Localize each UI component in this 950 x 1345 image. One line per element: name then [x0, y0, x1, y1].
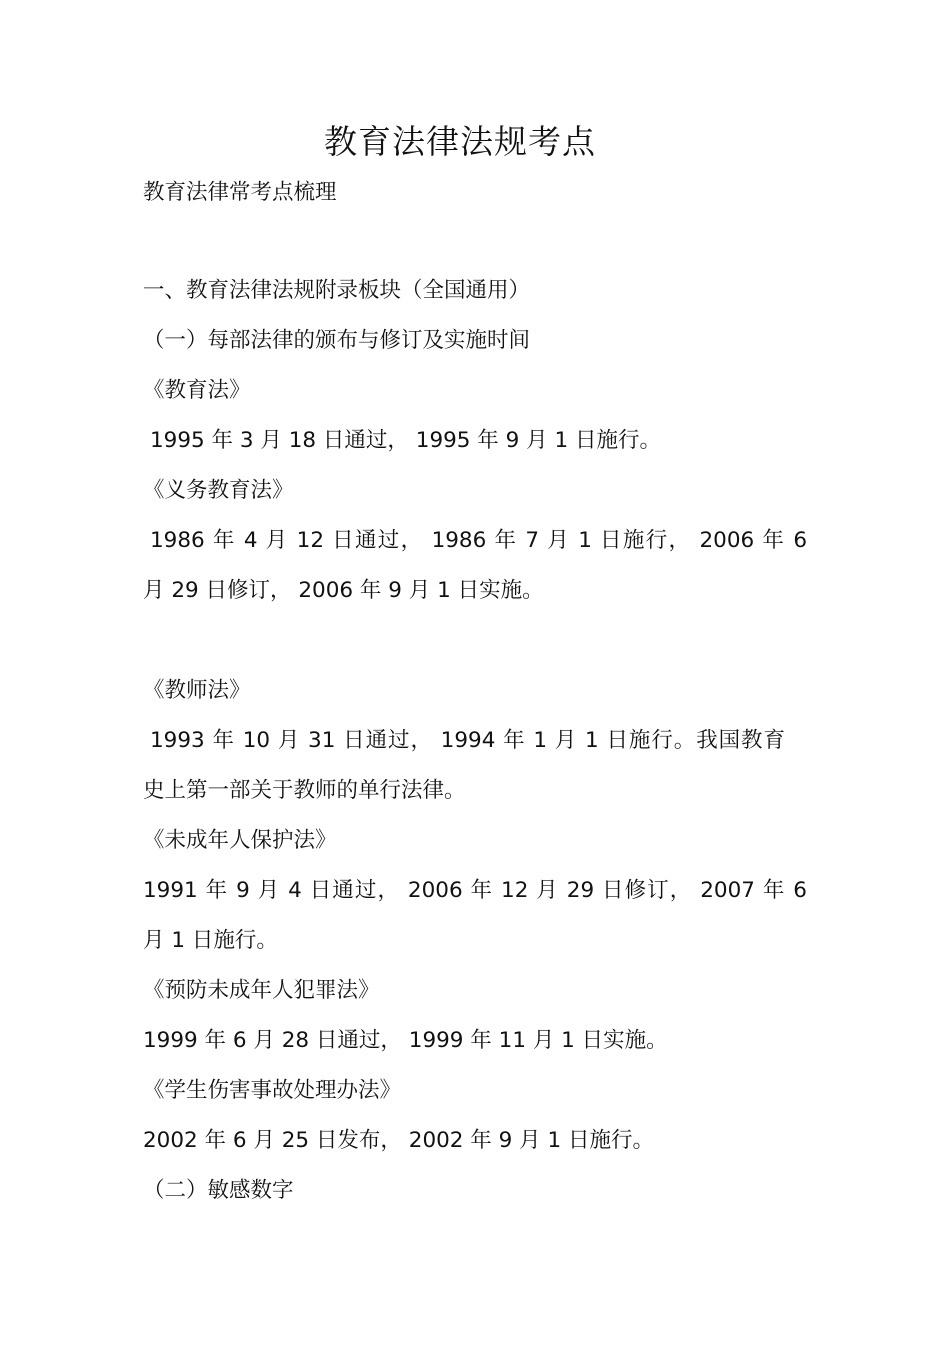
subsection-heading-2: （二）敏感数字 — [143, 1178, 294, 1203]
section-heading-1: 一、教育法律法规附录板块（全国通用） — [143, 278, 531, 303]
law-name: 《教育法》 — [143, 378, 251, 403]
law-name: 《义务教育法》 — [143, 478, 294, 503]
subsection-heading-1: （一）每部法律的颁布与修订及实施时间 — [143, 328, 531, 353]
law-date-line: 1995 年 3 月 18 日通过， 1995 年 9 月 1 日施行。 — [150, 428, 662, 453]
law-date-line: 月 29 日修订， 2006 年 9 月 1 日实施。 — [143, 578, 544, 603]
law-name: 《未成年人保护法》 — [143, 828, 337, 853]
law-name: 《预防未成年人犯罪法》 — [143, 978, 380, 1003]
document-subtitle: 教育法律常考点梳理 — [143, 180, 337, 205]
law-date-line: 1993 年 10 月 31 日通过， 1994 年 1 月 1 日施行。我国教育 — [150, 728, 785, 753]
law-date-line: 2002 年 6 月 25 日发布， 2002 年 9 月 1 日施行。 — [143, 1128, 655, 1153]
law-date-line: 1986 年 4 月 12 日通过， 1986 年 7 月 1 日施行， 2006 年 6 — [150, 528, 807, 553]
document-title: 教育法律法规考点 — [324, 122, 596, 161]
law-note-line: 史上第一部关于教师的单行法律。 — [143, 778, 466, 803]
law-date-line: 1999 年 6 月 28 日通过， 1999 年 11 月 1 日实施。 — [143, 1028, 668, 1053]
law-date-line: 月 1 日施行。 — [143, 928, 278, 953]
law-name: 《教师法》 — [143, 678, 251, 703]
law-date-line: 1991 年 9 月 4 日通过， 2006 年 12 月 29 日修订， 2007 年 6 — [143, 878, 807, 903]
law-name: 《学生伤害事故处理办法》 — [143, 1078, 402, 1103]
